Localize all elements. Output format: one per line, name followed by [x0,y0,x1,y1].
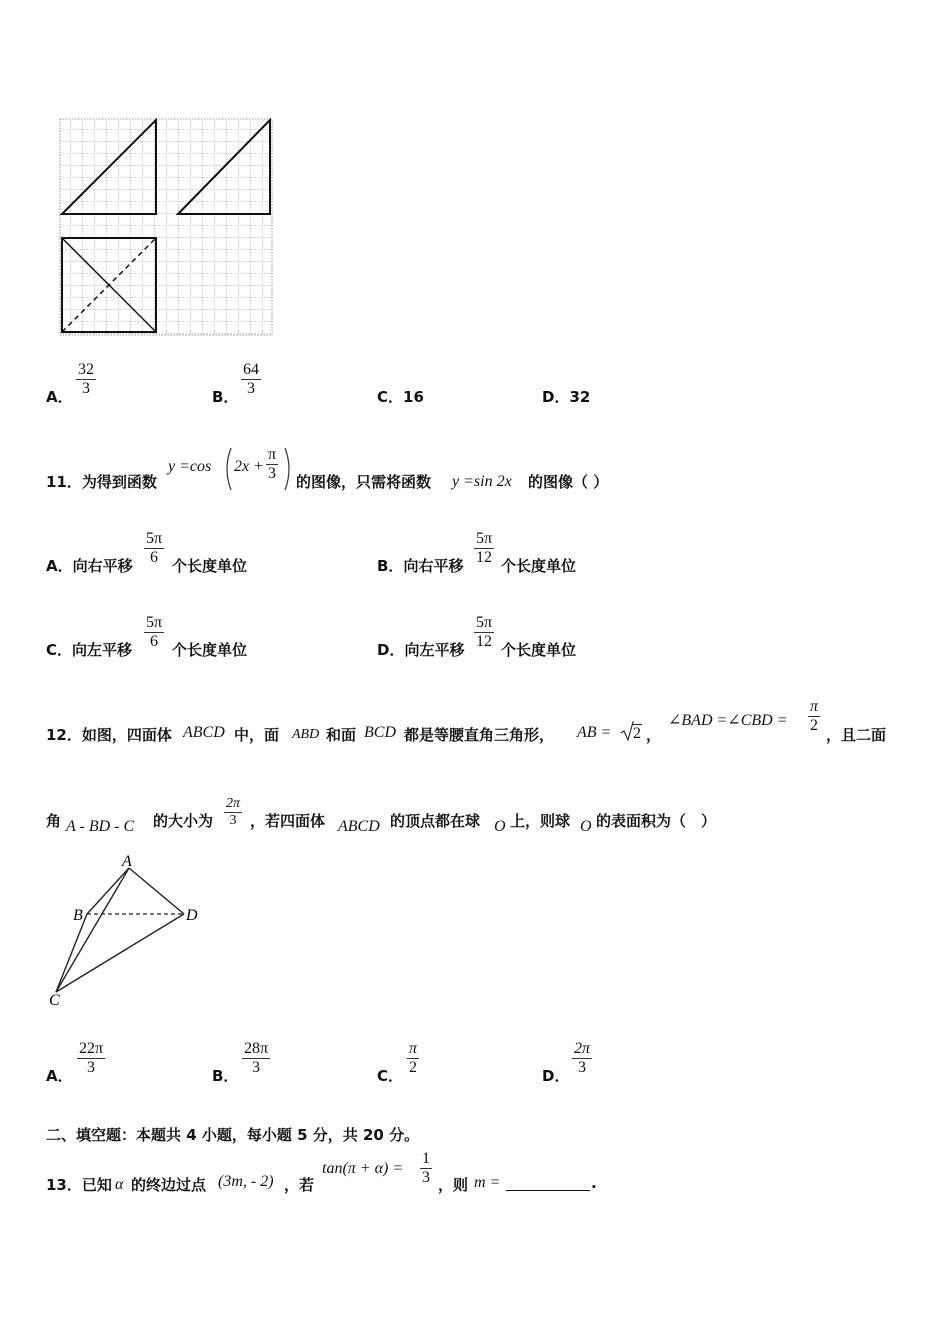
q13-p4: ，则 [438,1176,469,1194]
edge-ad [129,868,184,914]
q11-option-b-unit: 个长度单位 [501,557,577,575]
q11-fn1-fraction: $\frac{\pi}{3}$ [268,446,277,482]
q12-abcd: ABCD [183,724,225,741]
q12-option-b-letter: B． [212,1067,239,1085]
q12-o2: O [580,818,592,835]
q13-p1: 13．已知 [46,1176,112,1194]
q12-p3: 和面 [326,726,357,744]
q10-option-b-value: $\frac{64}{3}$ [243,361,259,397]
q11-option-d-fraction: $\frac{5\pi}{12}$ [476,614,493,650]
q12-option-a-letter: A． [46,1067,73,1085]
q12-abd: ABD [292,727,320,742]
q10-option-b-letter: B． [212,388,239,406]
vertex-label-b: B [73,907,83,924]
q11-option-d-unit: 个长度单位 [501,641,577,659]
q12-option-c-letter: C． [377,1067,404,1085]
q12-line2-d: 的顶点都在球 [390,812,481,830]
vertex-label-d: D [186,907,198,924]
q11-fn1-inner: 2x + [234,458,264,475]
vertex-label-a: A [122,853,132,870]
q12-dihedral-fraction: $\frac{2\pi}{3}$ [226,796,241,828]
q12-sqrt-value: 2 [633,725,641,742]
q12-option-d-fraction: $\frac{2\pi}{3}$ [574,1040,591,1076]
q12-option-c-fraction: $\frac{\pi}{2}$ [409,1040,418,1076]
q12-angle-fraction: $\frac{\pi}{2}$ [810,698,819,734]
q12-abcd2: ABCD [338,818,380,835]
q12-option-d-letter: D． [542,1067,570,1085]
q12-angle-eq: ∠BAD =∠CBD = [668,712,788,729]
q13-alpha: α [115,1176,124,1193]
q12-option-b-fraction: $\frac{28\pi}{3}$ [244,1040,269,1076]
q11-option-b-text: B．向右平移 [377,557,464,575]
edge-ac [56,868,129,992]
left-paren-icon [222,446,234,492]
q11-option-c-text: C．向左平移 [46,641,133,659]
q13-point: (3m, - 2) [218,1173,274,1190]
q11-option-c-fraction: $\frac{5\pi}{6}$ [146,614,163,650]
q12-bcd: BCD [364,724,396,741]
q12-comma: ， [646,726,662,744]
q11-option-c-unit: 个长度单位 [172,641,248,659]
section2-heading: 二、填空题：本题共 4 小题，每小题 5 分，共 20 分。 [46,1126,420,1144]
q12-option-a-fraction: $\frac{22\pi}{3}$ [79,1040,104,1076]
edge-bc [56,914,87,992]
q11-prefix: 11．为得到函数 [46,473,157,491]
edge-ab [87,868,129,914]
q12-line2-c: ，若四面体 [250,812,326,830]
q12-dihedral: A - BD - C [66,818,135,835]
q12-line2-a: 角 [46,812,62,830]
edge-cd [56,914,184,992]
q10-option-a-letter: A． [46,388,73,406]
right-paren-icon [282,446,294,492]
q13-p2: 的终边过点 [131,1176,207,1194]
q11-mid: 的图像，只需将函数 [296,473,432,491]
q11-option-a-unit: 个长度单位 [172,557,248,575]
q12-line2-f: 的表面积为（ ） [596,812,717,830]
q11-option-a-fraction: $\frac{5\pi}{6}$ [146,530,163,566]
q13-answer-blank[interactable] [506,1176,590,1191]
vertex-label-c: C [49,992,60,1009]
q11-option-b-fraction: $\frac{5\pi}{12}$ [476,530,493,566]
q11-option-d-text: D．向左平移 [377,641,465,659]
q12-p4: 都是等腰直角三角形， [404,726,555,744]
q12-p5: ，且二面 [826,726,887,744]
q10-option-c: C．16 [377,388,424,406]
q12-p2: 中，面 [234,726,280,744]
q11-option-a-text: A．向右平移 [46,557,133,575]
q12-line2-b: 的大小为 [153,812,214,830]
q13-tan-fraction: $\frac{1}{3}$ [422,1150,430,1186]
q13-p3: ，若 [284,1176,315,1194]
q12-p1: 12．如图，四面体 [46,726,172,744]
three-view-figure [58,117,274,337]
q10-option-d: D．32 [542,388,591,406]
q13-tan-lhs: tan(π + α) = [322,1160,404,1177]
q13-end: . [591,1174,597,1192]
q11-suffix: 的图像（ ） [528,473,609,491]
q10-option-a-value: $\frac{32}{3}$ [78,361,94,397]
tetrahedron-figure [44,850,214,1010]
q12-o1: O [494,818,506,835]
q11-fn2: y =sin 2x [452,473,512,490]
q12-line2-e: 上，则球 [510,812,571,830]
q13-m-eq: m = [474,1174,501,1191]
q12-ab-eq: AB = [577,724,612,741]
q11-fn1-lhs: y =cos [168,458,212,475]
